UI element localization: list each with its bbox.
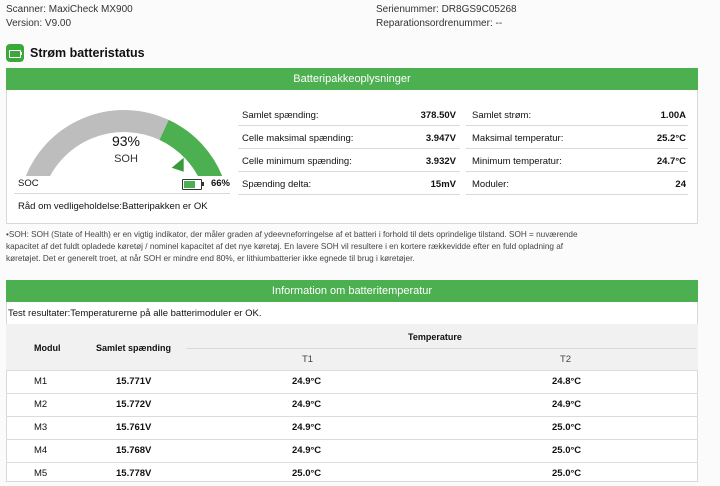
stat-value: 3.932V <box>425 156 456 167</box>
cell-t2: 25.0°C <box>552 422 582 433</box>
soh-label: SOH <box>114 153 138 165</box>
temperature-bar: Information om batteritemperatur <box>6 280 698 302</box>
software-version: Version: V9.00 <box>6 18 72 29</box>
gauge-pointer-icon <box>172 158 184 172</box>
stat-value: 24 <box>675 179 686 190</box>
cell-t1: 24.9°C <box>292 445 322 456</box>
cell-t1: 24.9°C <box>292 376 322 387</box>
cell-modul: M3 <box>34 422 48 433</box>
cell-modul: M5 <box>34 468 48 479</box>
cell-t2: 24.8°C <box>552 376 582 387</box>
table-row <box>6 370 698 394</box>
table-row <box>6 439 698 463</box>
cell-voltage: 15.771V <box>116 376 152 387</box>
col-t2: T2 <box>560 354 572 365</box>
stat-value: 15mV <box>430 179 456 190</box>
section-title: Strøm batteristatus <box>30 46 145 60</box>
gauge-fill <box>164 130 213 176</box>
soc-value: 66% <box>210 178 230 189</box>
table-row <box>6 462 698 486</box>
cell-modul: M4 <box>34 445 48 456</box>
cell-t2: 25.0°C <box>552 445 582 456</box>
stat-label: Samlet spænding: <box>242 110 319 121</box>
soh-percent: 93% <box>111 133 141 149</box>
cell-t1: 24.9°C <box>292 422 322 433</box>
soh-note-line-1: •SOH: SOH (State of Health) er en vigtig indikator, der måler graden af ydeevneforringelse af et batteri i forhold til dets oprindelige tilstand. SOH = nuværende <box>6 230 578 239</box>
col-temperature: Temperature <box>408 332 462 342</box>
stat-label: Spænding delta: <box>242 179 312 190</box>
cell-t2: 25.0°C <box>552 468 582 479</box>
col-t1: T1 <box>302 354 314 365</box>
col-voltage: Samlet spænding <box>96 343 172 353</box>
battery-icon <box>6 44 24 62</box>
stat-label: Maksimal temperatur: <box>472 133 564 144</box>
cell-voltage: 15.778V <box>116 468 152 479</box>
soc-battery-icon <box>182 179 202 190</box>
cell-t1: 25.0°C <box>292 468 322 479</box>
cell-voltage: 15.761V <box>116 422 152 433</box>
cell-modul: M2 <box>34 399 48 410</box>
table-row <box>6 393 698 417</box>
stat-value: 378.50V <box>420 110 456 121</box>
soh-explanation <box>6 229 706 265</box>
stat-value: 24.7°C <box>656 156 686 167</box>
stat-label: Celle maksimal spænding: <box>242 133 354 144</box>
stat-value: 25.2°C <box>656 133 686 144</box>
stat-value: 3.947V <box>425 133 456 144</box>
cell-voltage: 15.772V <box>116 399 152 410</box>
stat-value: 1.00A <box>660 110 686 121</box>
maintenance-advice: Råd om vedligeholdelse:Batteripakken er OK <box>18 201 208 212</box>
col-modul: Modul <box>34 343 61 353</box>
cell-t1: 24.9°C <box>292 399 322 410</box>
stat-label: Minimum temperatur: <box>472 156 562 167</box>
battery-pack-bar: Batteripakkeoplysninger <box>6 68 698 90</box>
soh-note-line-2: kapacitet af det fuldt opladede køretøj / nominel kapacitet af det nye køretøj. En lavere SOH vil resultere i en kortere rækkevidde efter en fuld opladning af <box>6 242 564 251</box>
soc-battery-fill <box>184 181 195 188</box>
serial-number: Serienummer: DR8GS9C05268 <box>376 4 517 15</box>
cell-modul: M1 <box>34 376 48 387</box>
stat-label: Samlet strøm: <box>472 110 532 121</box>
soh-note-line-3: køretøjet. Det er generelt troet, at når SOH er mindre end 80%, er lithiumbatterier ikke egnede til brug i køretøjer. <box>6 254 415 263</box>
repair-order-number: Reparationsordrenummer: -- <box>376 18 503 29</box>
cell-voltage: 15.768V <box>116 445 152 456</box>
stat-label: Celle minimum spænding: <box>242 156 352 167</box>
test-result: Test resultater:Temperaturerne på alle batterimoduler er OK. <box>8 308 262 319</box>
table-row <box>6 416 698 440</box>
scanner-model: Scanner: MaxiCheck MX900 <box>6 4 133 15</box>
stat-label: Moduler: <box>472 179 509 190</box>
cell-t2: 24.9°C <box>552 399 582 410</box>
soc-label: SOC <box>18 178 39 189</box>
